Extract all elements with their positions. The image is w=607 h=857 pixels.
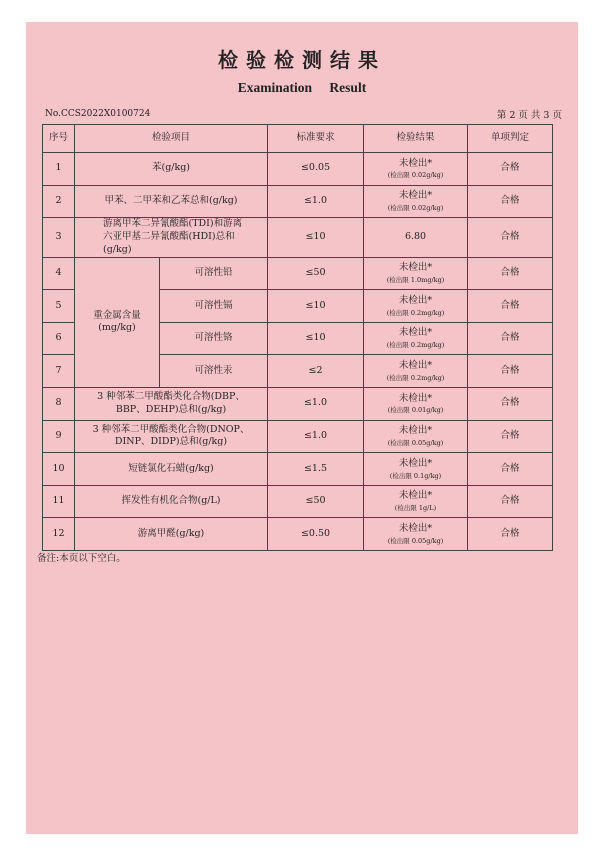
result-value: 未检出* bbox=[398, 157, 433, 169]
row-number: 4 bbox=[43, 257, 75, 290]
results-table bbox=[42, 124, 553, 551]
row-requirement: ≤0.50 bbox=[268, 518, 364, 551]
row-item: 可溶性镉 bbox=[160, 290, 268, 323]
row-number: 2 bbox=[43, 185, 75, 218]
result-value: 未检出* bbox=[398, 327, 433, 339]
row-requirement: ≤1.5 bbox=[268, 453, 364, 486]
detection-limit: (检出限 0.05g/kg) bbox=[387, 438, 444, 447]
result-value: 未检出* bbox=[398, 190, 433, 202]
row-result bbox=[364, 153, 468, 186]
detection-limit: (检出限 0.01g/kg) bbox=[387, 406, 444, 415]
row-result bbox=[364, 355, 468, 388]
row-result bbox=[364, 388, 468, 421]
row-requirement: ≤2 bbox=[268, 355, 364, 388]
row-number: 6 bbox=[43, 322, 75, 355]
row-verdict: 合格 bbox=[468, 322, 553, 355]
report-number: No.CCS2022X0100724 bbox=[45, 109, 151, 119]
detection-limit: (检出限 1.0mg/kg) bbox=[386, 275, 445, 284]
row-item: 游离甲苯二异氰酸酯(TDI)和游离六亚甲基二异氰酸酯(HDI)总和(g/kg) bbox=[75, 218, 268, 257]
row-number: 3 bbox=[43, 218, 75, 257]
col-header-requirement: 标准要求 bbox=[268, 125, 364, 153]
table-row bbox=[43, 185, 553, 218]
table-header-row bbox=[43, 125, 553, 153]
row-requirement: ≤10 bbox=[268, 218, 364, 257]
table-row bbox=[43, 485, 553, 518]
row-requirement: ≤50 bbox=[268, 485, 364, 518]
detection-limit: (检出限 0.2mg/kg) bbox=[386, 373, 445, 382]
row-requirement: ≤10 bbox=[268, 290, 364, 323]
row-number: 5 bbox=[43, 290, 75, 323]
row-item: 可溶性铬 bbox=[160, 322, 268, 355]
detection-limit: (检出限 0.2mg/kg) bbox=[386, 308, 445, 317]
detection-limit: (检出限 1g/L) bbox=[394, 504, 437, 513]
detection-limit: (检出限 0.2mg/kg) bbox=[386, 341, 445, 350]
row-requirement: ≤1.0 bbox=[268, 420, 364, 453]
detection-limit: (检出限 0.05g/kg) bbox=[387, 536, 444, 545]
page-title: 检验检测结果 bbox=[218, 48, 386, 72]
group-label: 重金属含量 bbox=[93, 309, 141, 321]
row-result bbox=[364, 485, 468, 518]
row-number: 7 bbox=[43, 355, 75, 388]
table-row bbox=[43, 453, 553, 486]
row-verdict: 合格 bbox=[468, 420, 553, 453]
result-value: 未检出* bbox=[398, 490, 433, 502]
row-item: 挥发性有机化合物(g/L) bbox=[75, 485, 268, 518]
col-header-result: 检验结果 bbox=[364, 125, 468, 153]
detection-limit: (检出限 0.1g/kg) bbox=[389, 471, 442, 480]
col-header-item: 检验项目 bbox=[75, 125, 268, 153]
table-row bbox=[43, 518, 553, 551]
row-item: 短链氯化石蜡(g/kg) bbox=[75, 453, 268, 486]
footer-note: 备注:本页以下空白。 bbox=[37, 553, 126, 564]
result-value: 未检出* bbox=[398, 457, 433, 469]
row-result bbox=[364, 420, 468, 453]
result-value: 未检出* bbox=[398, 425, 433, 437]
table-row bbox=[43, 420, 553, 453]
result-value: 未检出* bbox=[398, 522, 433, 534]
row-result bbox=[364, 218, 468, 257]
page-indicator: 第 2 页 共 3 页 bbox=[496, 110, 562, 121]
result-value: 未检出* bbox=[398, 392, 433, 404]
row-item: 游离甲醛(g/kg) bbox=[75, 518, 268, 551]
row-result bbox=[364, 185, 468, 218]
row-requirement: ≤1.0 bbox=[268, 388, 364, 421]
table-row bbox=[43, 153, 553, 186]
row-result bbox=[364, 518, 468, 551]
row-requirement: ≤1.0 bbox=[268, 185, 364, 218]
group-cell-heavy-metals bbox=[75, 257, 160, 387]
result-value: 6.80 bbox=[404, 231, 427, 242]
row-item: 3 种邻苯二甲酸酯类化合物(DNOP、DINP、DIDP)总和(g/kg) bbox=[75, 420, 268, 453]
row-verdict: 合格 bbox=[468, 290, 553, 323]
row-verdict: 合格 bbox=[468, 355, 553, 388]
row-verdict: 合格 bbox=[468, 485, 553, 518]
row-verdict: 合格 bbox=[468, 218, 553, 257]
table-row bbox=[43, 388, 553, 421]
row-item: 苯(g/kg) bbox=[75, 153, 268, 186]
row-item: 3 种邻苯二甲酸酯类化合物(DBP、BBP、DEHP)总和(g/kg) bbox=[75, 388, 268, 421]
detection-limit: (检出限 0.02g/kg) bbox=[387, 171, 444, 180]
row-item: 可溶性汞 bbox=[160, 355, 268, 388]
row-number: 8 bbox=[43, 388, 75, 421]
row-verdict: 合格 bbox=[468, 185, 553, 218]
col-header-verdict: 单项判定 bbox=[468, 125, 553, 153]
report-sheet bbox=[26, 22, 578, 834]
row-item: 甲苯、二甲苯和乙苯总和(g/kg) bbox=[75, 185, 268, 218]
row-verdict: 合格 bbox=[468, 257, 553, 290]
group-unit: (mg/kg) bbox=[98, 322, 136, 334]
row-number: 12 bbox=[43, 518, 75, 551]
row-result bbox=[364, 453, 468, 486]
row-number: 10 bbox=[43, 453, 75, 486]
row-requirement: ≤0.05 bbox=[268, 153, 364, 186]
page-subtitle: Examination Result bbox=[237, 80, 367, 95]
row-verdict: 合格 bbox=[468, 453, 553, 486]
row-result bbox=[364, 290, 468, 323]
result-value: 未检出* bbox=[398, 294, 433, 306]
row-verdict: 合格 bbox=[468, 518, 553, 551]
table-row bbox=[43, 257, 553, 290]
row-result bbox=[364, 322, 468, 355]
row-item: 可溶性铅 bbox=[160, 257, 268, 290]
row-number: 9 bbox=[43, 420, 75, 453]
table-row bbox=[43, 218, 553, 257]
result-value: 未检出* bbox=[398, 359, 433, 371]
row-requirement: ≤10 bbox=[268, 322, 364, 355]
col-header-no: 序号 bbox=[43, 125, 75, 153]
row-requirement: ≤50 bbox=[268, 257, 364, 290]
row-verdict: 合格 bbox=[468, 388, 553, 421]
detection-limit: (检出限 0.02g/kg) bbox=[387, 203, 444, 212]
row-number: 1 bbox=[43, 153, 75, 186]
row-number: 11 bbox=[43, 485, 75, 518]
row-verdict: 合格 bbox=[468, 153, 553, 186]
result-value: 未检出* bbox=[398, 262, 433, 274]
row-result bbox=[364, 257, 468, 290]
